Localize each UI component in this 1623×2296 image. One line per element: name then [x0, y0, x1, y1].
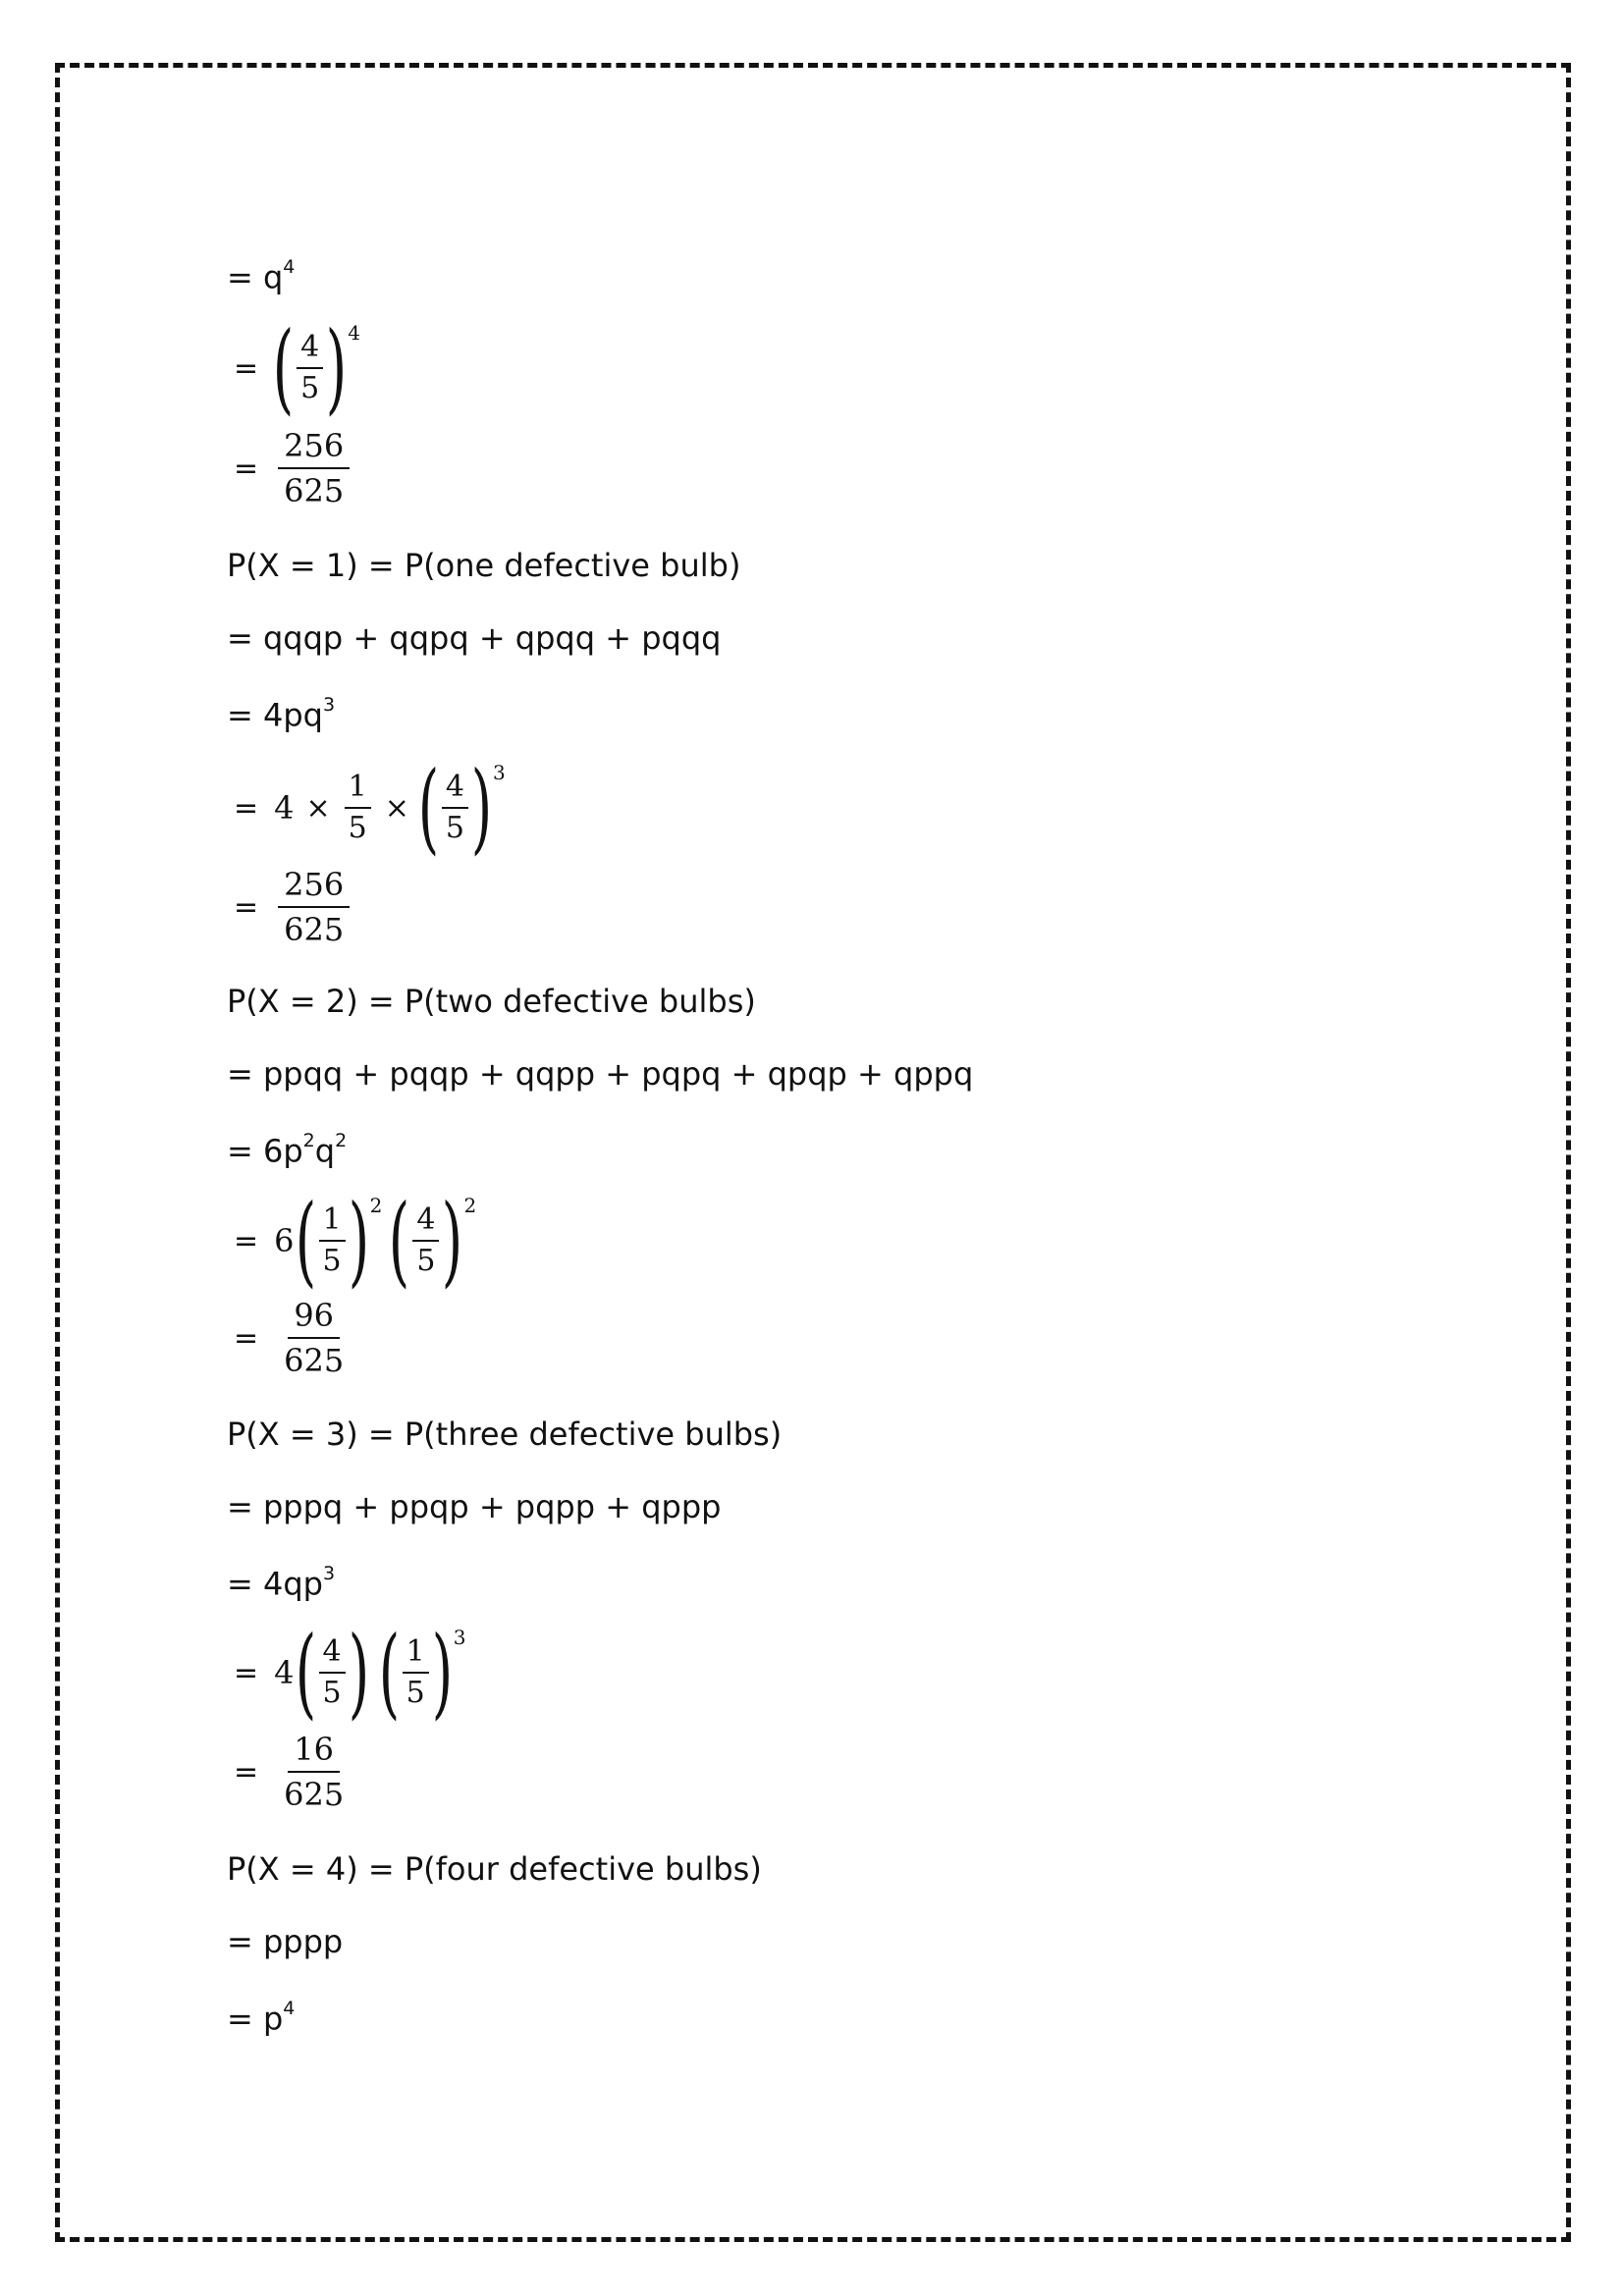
- left-paren: (: [295, 1615, 316, 1730]
- numerator: 4: [442, 770, 468, 809]
- line-q4: [227, 251, 295, 297]
- equals-sign: =: [234, 1320, 259, 1356]
- numerator: 4: [319, 1634, 346, 1674]
- equals-sign: =: [234, 350, 259, 386]
- line-4pq3: [227, 689, 335, 735]
- line-p4: [227, 1993, 295, 2039]
- coefficient: 4: [274, 1654, 295, 1691]
- numerator: 4: [412, 1202, 439, 1242]
- numerator: 256: [278, 426, 350, 469]
- math-four-fifths-pow4: [234, 310, 360, 425]
- equals-sign: =: [234, 1655, 259, 1690]
- numerator: 4: [297, 330, 323, 369]
- denominator: 5: [322, 1244, 342, 1278]
- right-paren: ): [431, 1615, 453, 1730]
- right-paren: ): [326, 310, 348, 425]
- right-paren: ): [348, 1615, 369, 1730]
- denominator: 5: [300, 371, 320, 405]
- coefficient: 6: [274, 1222, 295, 1259]
- line-px2-outcomes: = ppqq + pqqp + qqpp + pqpq + qpqp + qppq: [227, 1055, 974, 1093]
- line-4qp3-text: = 4qp: [227, 1565, 323, 1603]
- line-q4-exponent: 4: [283, 256, 296, 278]
- line-px1-outcomes: = qqqp + qqpq + qpqq + pqqq: [227, 619, 722, 657]
- fraction: [278, 426, 350, 510]
- fraction: [278, 865, 350, 949]
- right-paren: ): [470, 750, 493, 865]
- numerator: 1: [345, 770, 371, 809]
- exponent: 2: [369, 1194, 383, 1217]
- line-px3-heading: P(X = 3) = P(three defective bulbs): [227, 1415, 783, 1453]
- line-4pq3-text: = 4pq: [227, 696, 323, 734]
- numerator: 96: [288, 1296, 340, 1339]
- fraction-four-fifths: [412, 1202, 439, 1279]
- math-96-over-625: [234, 1296, 353, 1380]
- exponent: 4: [348, 321, 360, 345]
- denominator: 5: [348, 811, 367, 845]
- denominator: 625: [284, 472, 345, 509]
- denominator: 625: [284, 1342, 345, 1379]
- line-6p2q2-exp-a: 2: [302, 1130, 315, 1151]
- line-6p2q2-exp-b: 2: [335, 1130, 348, 1151]
- math-256-over-625-a: [234, 426, 353, 510]
- denominator: 5: [416, 1244, 436, 1278]
- fraction: [278, 1296, 350, 1380]
- denominator: 625: [284, 911, 345, 948]
- equals-sign: =: [234, 1754, 259, 1789]
- line-6p2q2-text-a: = 6p: [227, 1132, 303, 1170]
- line-p4-exponent: 4: [283, 1998, 296, 2019]
- exponent: 3: [493, 761, 506, 784]
- line-4qp3: [227, 1558, 335, 1604]
- times-sign: ×: [384, 790, 409, 826]
- math-px3-product: [234, 1615, 466, 1730]
- fraction-four-fifths: [319, 1634, 346, 1711]
- right-paren: ): [442, 1183, 463, 1298]
- exponent: 2: [463, 1194, 477, 1217]
- fraction-one-fifth: [403, 1634, 429, 1711]
- line-6p2q2-text-b: q: [314, 1132, 336, 1170]
- denominator: 5: [406, 1676, 425, 1710]
- math-16-over-625: [234, 1730, 353, 1814]
- line-q4-text: = q: [227, 258, 284, 296]
- left-paren: (: [389, 1183, 410, 1298]
- fraction-one-fifth: [319, 1202, 346, 1279]
- right-paren: ): [348, 1183, 369, 1298]
- denominator: 5: [322, 1676, 342, 1710]
- left-paren: (: [295, 1183, 316, 1298]
- line-px3-outcomes: = pppq + ppqp + pqpp + qppp: [227, 1488, 722, 1525]
- numerator: 1: [403, 1634, 429, 1674]
- line-4pq3-exponent: 3: [322, 694, 336, 716]
- line-4qp3-exponent: 3: [322, 1563, 336, 1584]
- line-p4-text: = p: [227, 2000, 284, 2038]
- equals-sign: =: [234, 889, 259, 925]
- line-px4-outcomes: = pppp: [227, 1923, 344, 1960]
- line-px1-heading: P(X = 1) = P(one defective bulb): [227, 547, 741, 584]
- coefficient: 4: [274, 789, 295, 827]
- left-paren: (: [378, 1615, 400, 1730]
- equals-sign: =: [234, 790, 259, 826]
- equals-sign: =: [234, 451, 259, 486]
- exponent: 3: [453, 1626, 466, 1649]
- denominator: 5: [445, 811, 464, 845]
- numerator: 1: [319, 1202, 346, 1242]
- line-px2-heading: P(X = 2) = P(two defective bulbs): [227, 983, 756, 1020]
- math-px2-product: [234, 1183, 477, 1298]
- fraction-one-fifth: [345, 770, 371, 846]
- times-sign: ×: [305, 790, 331, 826]
- numerator: 16: [288, 1730, 340, 1773]
- left-paren: (: [417, 750, 440, 865]
- left-paren: (: [272, 310, 295, 425]
- line-px4-heading: P(X = 4) = P(four defective bulbs): [227, 1850, 762, 1888]
- equals-sign: =: [234, 1223, 259, 1258]
- line-6p2q2: [227, 1125, 347, 1171]
- denominator: 625: [284, 1776, 345, 1813]
- fraction: [278, 1730, 350, 1814]
- numerator: 256: [278, 865, 350, 908]
- fraction-four-fifths: [442, 770, 468, 846]
- math-px1-product: [234, 750, 506, 865]
- fraction: [297, 330, 323, 406]
- math-256-over-625-b: [234, 865, 353, 949]
